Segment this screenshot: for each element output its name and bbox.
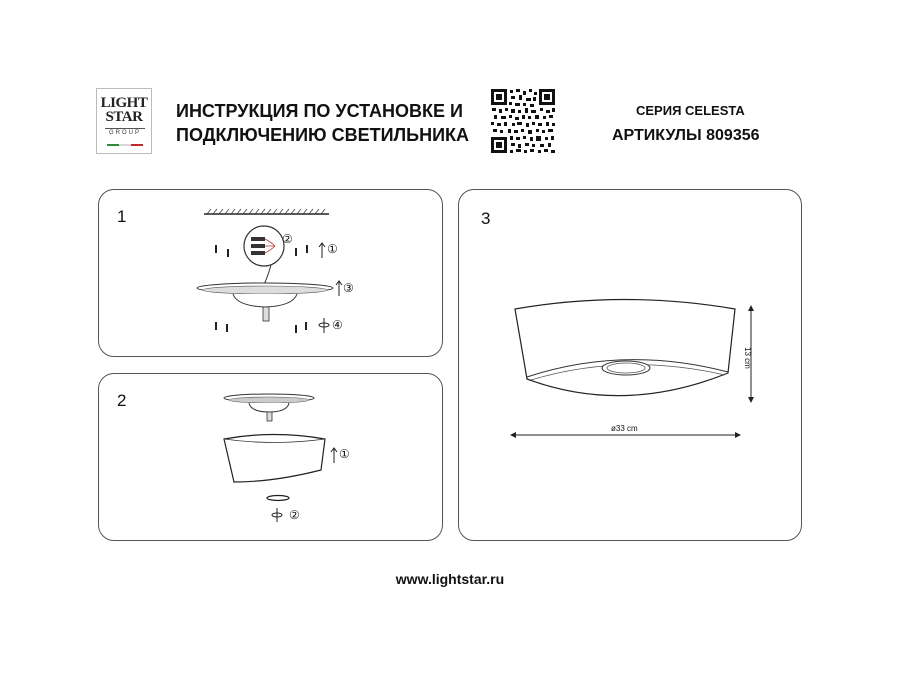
step-panel-3 bbox=[458, 189, 802, 541]
italian-flag-stripe bbox=[107, 144, 143, 146]
step-number: 2 bbox=[117, 391, 127, 410]
document-title bbox=[176, 99, 469, 147]
website-link[interactable]: www.lightstar.ru bbox=[395, 571, 505, 587]
step-panel-2 bbox=[98, 373, 443, 541]
step-marker-4: ④ bbox=[332, 318, 343, 332]
step-number: 3 bbox=[481, 209, 491, 228]
step-marker-1: ① bbox=[339, 447, 350, 461]
logo-line3: GROUP bbox=[105, 128, 145, 136]
step-marker-3: ③ bbox=[343, 281, 354, 295]
series-label: СЕРИЯ CELESTA bbox=[636, 103, 745, 118]
step-marker-1: ① bbox=[327, 242, 338, 256]
step-marker-2: ② bbox=[282, 232, 293, 246]
mounting-plate-illustration bbox=[99, 190, 444, 358]
step-panel-1 bbox=[98, 189, 443, 357]
title-line2: ПОДКЛЮЧЕНИЮ СВЕТИЛЬНИКА bbox=[176, 125, 470, 145]
logo-line1: LIGHT bbox=[100, 95, 148, 111]
shade-attachment-illustration bbox=[99, 374, 444, 542]
qr-code-icon[interactable] bbox=[490, 88, 556, 154]
article-number: АРТИКУЛЫ 809356 bbox=[612, 127, 760, 144]
title-line1: ИНСТРУКЦИЯ ПО УСТАНОВКЕ И bbox=[176, 101, 463, 121]
height-dimension-label: 13 cm bbox=[743, 347, 752, 369]
step-marker-2: ② bbox=[289, 508, 300, 522]
diameter-dimension-label: ø33 cm bbox=[611, 424, 638, 433]
step-number: 1 bbox=[117, 207, 127, 226]
logo-line2: STAR bbox=[105, 109, 143, 125]
lightstar-logo bbox=[96, 88, 152, 154]
